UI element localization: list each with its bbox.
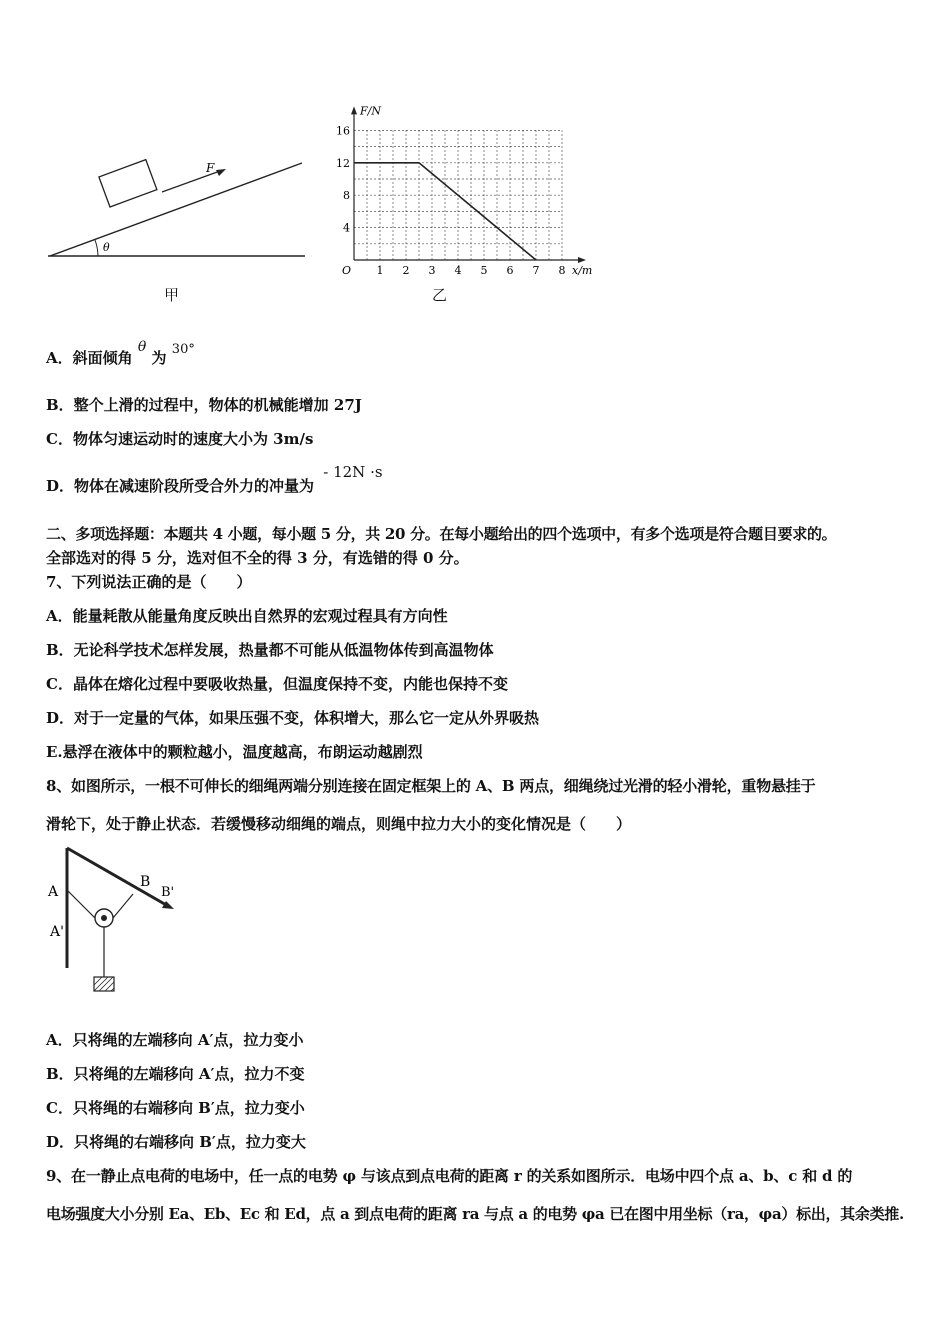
q6-option-a-mid: 为 <box>151 349 167 367</box>
q7-option-e: E.悬浮在液体中的颗粒越小，温度越高，布朗运动越剧烈 <box>46 743 423 761</box>
q8-option-a: A．只将绳的左端移向 A′点，拉力变小 <box>46 1031 304 1049</box>
section2-line2: 全部选对的得 5 分，选对但不全的得 3 分，有选错的得 0 分。 <box>46 549 469 567</box>
q6-option-d <box>46 463 383 496</box>
point-a-label: A <box>48 884 59 900</box>
y-axis-arrow <box>351 106 357 114</box>
angle-label: θ <box>103 241 110 254</box>
y-axis-label: F/N <box>360 104 381 118</box>
q7-option-b: B．无论科学技术怎样发展，热量都不可能从低温物体传到高温物体 <box>46 641 494 659</box>
x-axis-label: x/m <box>572 264 593 276</box>
y-tick-label: 4 <box>343 221 350 235</box>
q8-option-b: B．只将绳的左端移向 A′点，拉力不变 <box>46 1065 305 1083</box>
x-tick-label: 1 <box>376 264 384 276</box>
x-tick-label: 3 <box>428 264 436 276</box>
y-tick-label: 8 <box>343 189 350 203</box>
q8-stem-line2: 滑轮下，处于静止状态．若缓慢移动细绳的端点，则绳中拉力大小的变化情况是（ ） <box>46 815 632 833</box>
x-axis-arrow <box>578 257 586 263</box>
q7-option-c: C．晶体在熔化过程中要吸收热量，但温度保持不变，内能也保持不变 <box>46 675 508 693</box>
section2-line1: 二、多项选择题：本题共 4 小题，每小题 5 分，共 20 分。在每小题给出的四个选项中，有多个选项是符合题目要求的。 <box>46 525 837 543</box>
origin-label: O <box>342 264 352 276</box>
x-tick-label: 5 <box>480 264 488 276</box>
force-displacement-chart <box>330 96 610 276</box>
x-tick-label: 6 <box>506 264 514 276</box>
y-tick-label: 16 <box>336 124 350 138</box>
force-arrow-head <box>216 169 226 176</box>
block <box>99 160 157 207</box>
figure-yi-caption: 乙 <box>432 286 448 304</box>
q8-option-c: C．只将绳的右端移向 B′点，拉力变小 <box>46 1099 305 1117</box>
q6-option-d-label: D．物体在减速阶段所受合外力的冲量为 <box>46 477 315 495</box>
q7-option-d: D．对于一定量的气体，如果压强不变，体积增大，那么它一定从外界吸热 <box>46 709 540 727</box>
pulley-axle <box>101 915 107 921</box>
point-b-label: B <box>140 874 151 890</box>
angle-value: 30° <box>171 342 195 357</box>
q7-stem: 7、下列说法正确的是（ ） <box>46 573 252 591</box>
x-tick-label: 4 <box>454 264 462 276</box>
rope-left <box>67 890 95 918</box>
q6-option-a-label: A．斜面倾角 <box>46 349 133 367</box>
point-a-prime-label: A' <box>50 924 64 940</box>
q9-line2: 电场强度大小分别 Ea、Eb、Ec 和 Ed，点 a 到点电荷的距离 ra 与点 a 的电势 φa 已在图中用坐标（ra，φa）标出，其余类推. <box>46 1205 904 1223</box>
q9-line1: 9、在一静止点电荷的电场中，任一点的电势 φ 与该点到点电荷的距离 r 的关系如图所示．电场中四个点 a、b、c 和 d 的 <box>46 1167 853 1185</box>
figure-jia-caption: 甲 <box>164 286 180 304</box>
incline-surface <box>50 163 302 256</box>
impulse-value: - 12N ·s <box>323 463 383 481</box>
q7-option-a: A．能量耗散从能量角度反映出自然界的宏观过程具有方向性 <box>46 607 448 625</box>
rope-right <box>113 894 133 918</box>
incline-figure <box>40 150 320 270</box>
theta-symbol: θ <box>137 339 147 355</box>
pulley-figure <box>40 840 200 1000</box>
x-tick-label: 8 <box>558 264 566 276</box>
q8-stem-line1: 8、如图所示，一根不可伸长的细绳两端分别连接在固定框架上的 A、B 两点，细绳绕过光滑的轻小滑轮，重物悬挂于 <box>46 777 816 795</box>
frame-diagonal <box>67 848 168 906</box>
q6-option-c: C．物体匀速运动时的速度大小为 3m/s <box>46 430 314 448</box>
q6-option-a <box>46 339 195 370</box>
y-tick-label: 12 <box>336 156 350 170</box>
x-tick-label: 2 <box>402 264 410 276</box>
x-tick-label: 7 <box>532 264 540 276</box>
q6-option-b: B．整个上滑的过程中，物体的机械能增加 27J <box>46 396 362 414</box>
point-b-prime-label: B' <box>161 885 175 900</box>
q8-option-d: D．只将绳的右端移向 B′点，拉力变大 <box>46 1133 306 1151</box>
angle-arc <box>95 240 98 256</box>
force-label: F <box>206 161 215 175</box>
